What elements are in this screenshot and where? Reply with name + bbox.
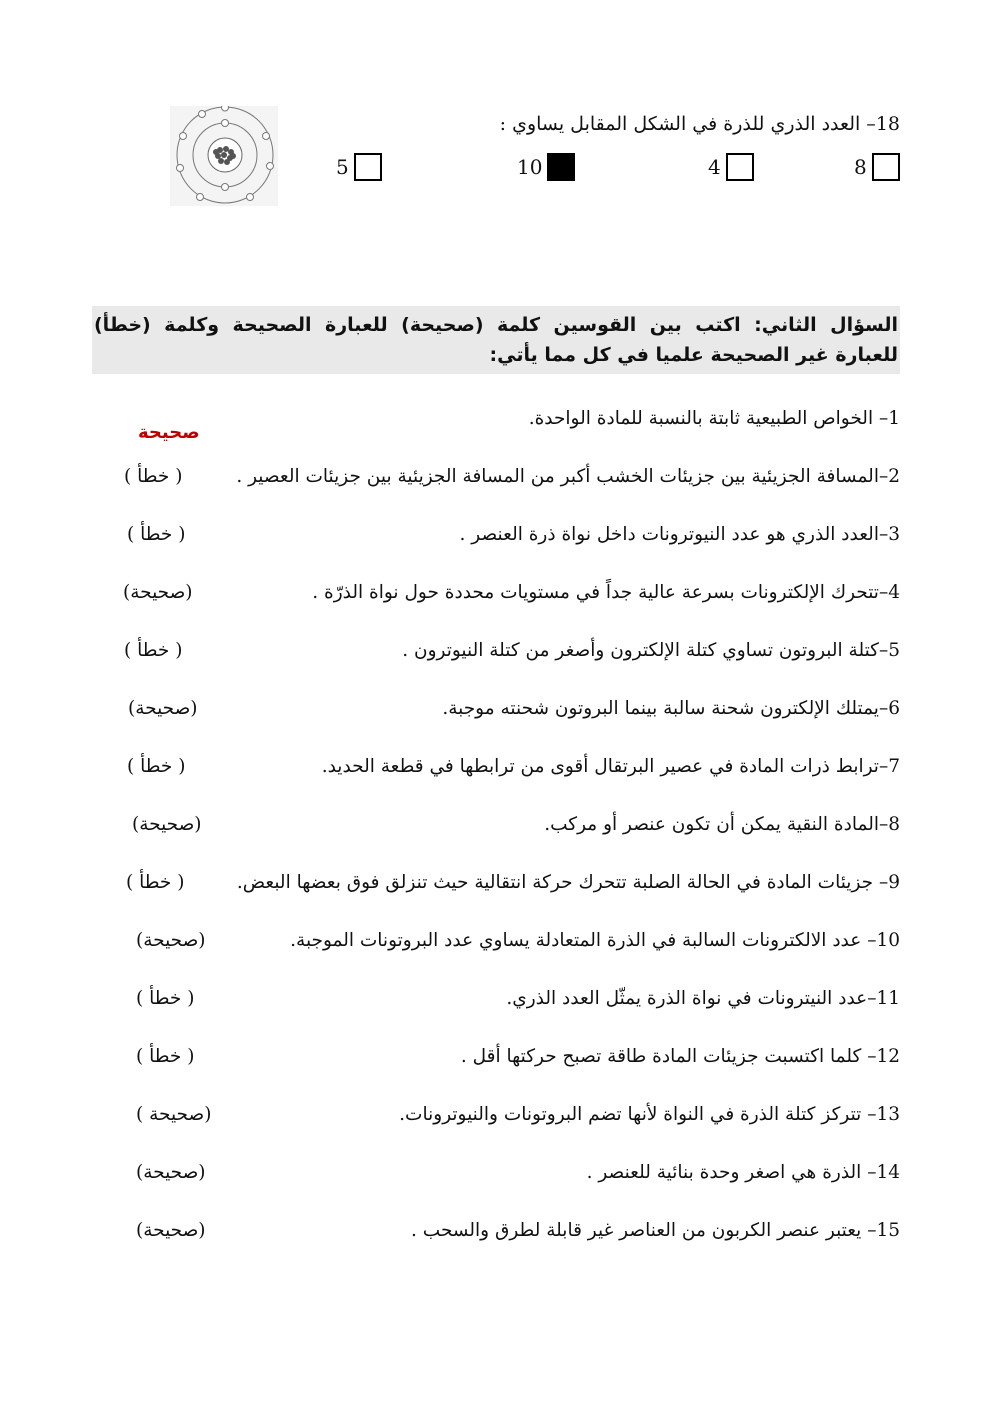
statement-row (92, 408, 900, 442)
answer-text: ( خطأ ) (127, 524, 186, 545)
statement-row (92, 640, 900, 674)
option-4-label: 4 (708, 155, 721, 179)
statement-text: 12– كلما اكتسبت جزيئات المادة طاقة تصبح حركتها أقل . (460, 1046, 900, 1067)
statement-text: 8–المادة النقية يمكن أن تكون عنصر أو مركب. (544, 814, 900, 835)
statement-row (92, 1220, 900, 1254)
option-10[interactable] (517, 150, 575, 184)
statement-row (92, 698, 900, 732)
statement-text: 1– الخواص الطبيعية ثابتة بالنسبة للمادة الواحدة. (528, 408, 900, 429)
statement-text: 2–المسافة الجزيئية بين جزيئات الخشب أكبر من المسافة الجزيئية بين جزيئات العصير . (236, 466, 900, 487)
statement-text: 11–عدد النيترونات في نواة الذرة يمثّل العدد الذري. (506, 988, 900, 1009)
statement-row (92, 524, 900, 558)
statement-row (92, 1104, 900, 1138)
option-10-label: 10 (517, 155, 543, 179)
statement-row (92, 930, 900, 964)
statement-row (92, 582, 900, 616)
option-4-checkbox[interactable] (726, 153, 754, 181)
answer-text: (صحيحة) (132, 814, 202, 835)
answer-text: ( خطأ ) (126, 872, 185, 893)
answer-text: (صحيحة) (136, 1220, 206, 1241)
statement-text: 5–كتلة البروتون تساوي كتلة الإلكترون وأصغر من كتلة النيوترون . (402, 640, 900, 661)
answer-text: (صحيحة) (136, 1162, 206, 1183)
statement-text: 10– عدد الالكترونات السالبة في الذرة المتعادلة يساوي عدد البروتونات الموجبة. (290, 930, 900, 951)
option-8-label: 8 (854, 155, 867, 179)
statement-text: 15– يعتبر عنصر الكربون من العناصر غير قابلة لطرق والسحب . (411, 1220, 900, 1241)
statement-text: 13– تتركز كتلة الذرة في النواة لأنها تضم البروتونات والنيوترونات. (399, 1104, 900, 1125)
answer-text: (صحيحة ) (136, 1104, 212, 1125)
option-5-label: 5 (336, 155, 349, 179)
statement-row (92, 872, 900, 906)
statement-text: 14– الذرة هي اصغر وحدة بنائية للعنصر . (586, 1162, 900, 1183)
option-8[interactable] (854, 150, 900, 184)
statement-row (92, 1162, 900, 1196)
statement-text: 4–تتحرك الإلكترونات بسرعة عالية جداً في مستويات محددة حول نواة الذرّة . (312, 582, 900, 603)
answer-text: صحيحة (138, 422, 200, 443)
answer-text: (صحيحة) (136, 930, 206, 951)
statement-text: 7–ترابط ذرات المادة في عصير البرتقال أقوى من ترابطها في قطعة الحديد. (321, 756, 900, 777)
statement-row (92, 814, 900, 848)
answer-text: ( خطأ ) (124, 466, 183, 487)
statement-text: 6–يمتلك الإلكترون شحنة سالبة بينما البروتون شحنته موجبة. (442, 698, 900, 719)
option-10-checkbox-checked[interactable] (547, 153, 575, 181)
statement-text: 3–العدد الذري هو عدد النيوترونات داخل نواة ذرة العنصر . (459, 524, 900, 545)
answer-text: ( خطأ ) (127, 756, 186, 777)
question-2-header: السؤال الثاني: اكتب بين القوسين كلمة (صحيحة) للعبارة الصحيحة وكلمة (خطأ) للعبارة غير الصحيحة علميا في كل مما يأتي: (92, 306, 900, 374)
option-8-checkbox[interactable] (872, 153, 900, 181)
question-18-text: 18– العدد الذري للذرة في الشكل المقابل يساوي : (499, 113, 900, 135)
statement-row (92, 1046, 900, 1080)
statement-row (92, 466, 900, 500)
option-5[interactable] (336, 150, 382, 184)
answer-text: ( خطأ ) (136, 988, 195, 1009)
answer-text: (صحيحة) (123, 582, 193, 603)
atom-diagram (170, 106, 278, 206)
statement-text: 9– جزيئات المادة في الحالة الصلبة تتحرك حركة انتقالية حيث تنزلق فوق بعضها البعض. (236, 872, 900, 893)
answer-text: ( خطأ ) (136, 1046, 195, 1067)
answer-text: (صحيحة) (128, 698, 198, 719)
statement-row (92, 988, 900, 1022)
statement-row (92, 756, 900, 790)
option-5-checkbox[interactable] (354, 153, 382, 181)
option-4[interactable] (708, 150, 754, 184)
answer-text: ( خطأ ) (124, 640, 183, 661)
